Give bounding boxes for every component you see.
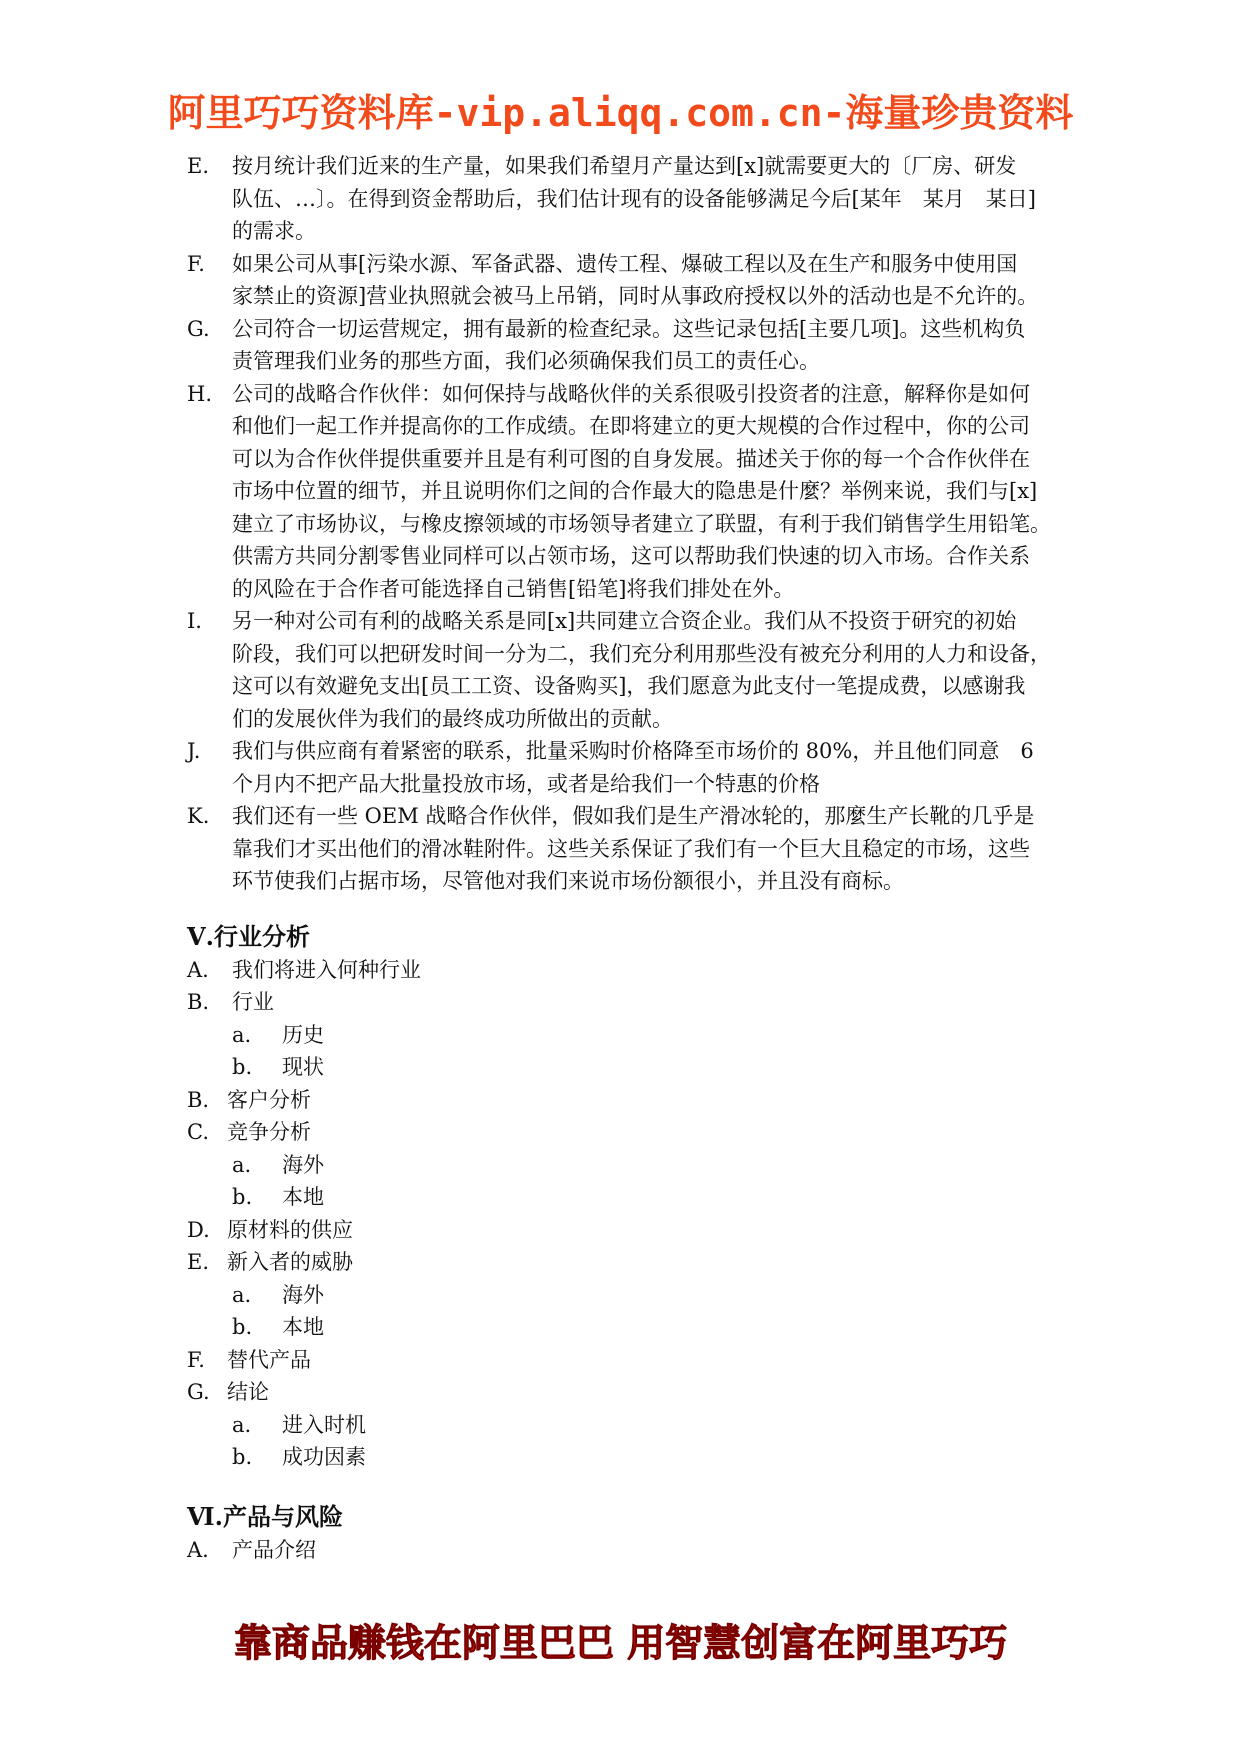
paragraph-text: [232, 248, 1067, 313]
outline-text: 客户分析: [227, 1087, 311, 1112]
outline-sub-text: 本地: [282, 1185, 324, 1209]
paragraph-line: 们的发展伙伴为我们的最终成功所做出的贡献。: [232, 706, 673, 731]
paragraph-text: [232, 150, 1067, 248]
product-outline: [187, 1534, 1067, 1567]
paragraph-list: [187, 150, 1067, 898]
outline-subitem: [187, 1409, 1067, 1442]
outline-subitem: [187, 1051, 1067, 1084]
paragraph-item: [187, 378, 1067, 606]
paragraph-line: 和他们一起工作并提高你的工作成绩。在即将建立的更大规模的合作过程中，你的公司: [232, 414, 1030, 438]
outline-text: 原材料的供应: [227, 1217, 353, 1242]
paragraph-label: E.: [187, 154, 210, 178]
outline-sub-label: a.: [232, 1152, 252, 1177]
outline-sub-label: a.: [232, 1412, 252, 1437]
paragraph-text: [232, 378, 1067, 606]
paragraph-line: 这可以有效避免支出[员工工资、设备购买]，我们愿意为此支付一笔提成费，以感谢我: [232, 674, 1026, 698]
paragraph-label: H.: [187, 381, 212, 406]
outline-sub-text: 本地: [282, 1315, 324, 1339]
outline-sub-label: b.: [232, 1185, 253, 1209]
outline-label: A.: [187, 1537, 209, 1562]
paragraph-text: [232, 313, 1067, 378]
paragraph-line: 的需求。: [232, 219, 316, 243]
paragraph-line: 我们还有一些 OEM 战略合作伙伴，假如我们是生产滑冰轮的，那麼生产长靴的几乎是: [232, 804, 1035, 828]
outline-text: 竞争分析: [227, 1120, 311, 1144]
outline-sub-label: a.: [232, 1022, 252, 1047]
outline-item: [187, 954, 1067, 987]
outline-item: [187, 1376, 1067, 1409]
paragraph-line: 公司符合一切运营规定，拥有最新的检查纪录。这些记录包括[主要几项]。这些机构负: [232, 316, 1026, 341]
paragraph-line: 如果公司从事[污染水源、军备武器、遗传工程、爆破工程以及在生产和服务中使用国: [232, 251, 1018, 276]
paragraph-item: [187, 605, 1067, 735]
paragraph-line: 另一种对公司有利的战略关系是同[x]共同建立合资企业。我们从不投资于研究的初始: [232, 609, 1017, 633]
outline-item: [187, 1084, 1067, 1117]
paragraph-text: [232, 800, 1067, 898]
paragraph-line: 按月统计我们近来的生产量，如果我们希望月产量达到[x]就需要更大的〔厂房、研发: [232, 154, 1017, 178]
paragraph-line: 靠我们才买出他们的滑冰鞋附件。这些关系保证了我们有一个巨大且稳定的市场，这些: [232, 836, 1030, 861]
outline-text: 结论: [227, 1380, 269, 1404]
outline-label: D.: [187, 1217, 210, 1242]
outline-subitem: [187, 1019, 1067, 1052]
section-title-product: Ⅵ.产品与风险: [187, 1501, 343, 1531]
paragraph-line: 队伍、…〕。在得到资金帮助后，我们估计现有的设备能够满足今后[某年 某月 某日]: [232, 186, 1036, 211]
outline-item: [187, 1246, 1067, 1279]
outline-subitem: [187, 1279, 1067, 1312]
paragraph-line: 的风险在于合作者可能选择自己销售[铅笔]将我们排处在外。: [232, 576, 795, 601]
header-banner: 阿里巧巧资料库-vip.aliqq.com.cn-海量珍贵资料: [167, 91, 1074, 135]
outline-label: E.: [187, 1250, 210, 1274]
outline-sub-label: a.: [232, 1282, 252, 1307]
paragraph-line: 责管理我们业务的那些方面，我们必须确保我们员工的责任心。: [232, 349, 820, 373]
paragraph-label: F.: [187, 251, 205, 276]
outline-item: [187, 1534, 1067, 1567]
outline-subitem: [187, 1181, 1067, 1214]
paragraph-item: [187, 248, 1067, 313]
outline-sub-text: 海外: [282, 1282, 324, 1307]
paragraph-line: 家禁止的资源]营业执照就会被马上吊销，同时从事政府授权以外的活动也是不允许的。: [232, 284, 1039, 308]
paragraph-line: 建立了市场协议，与橡皮擦领域的市场领导者建立了联盟，有利于我们销售学生用铅笔。: [232, 511, 1051, 536]
outline-sub-label: b.: [232, 1445, 253, 1469]
paragraph-line: 公司的战略合作伙伴：如何保持与战略伙伴的关系很吸引投资者的注意，解释你是如何: [232, 381, 1030, 406]
outline-label: G.: [187, 1380, 210, 1404]
paragraph-label: I.: [187, 609, 202, 633]
section-title-industry: Ⅴ.行业分析: [187, 921, 310, 951]
paragraph-item: [187, 150, 1067, 248]
outline-subitem: [187, 1311, 1067, 1344]
paragraph-label: G.: [187, 316, 210, 341]
outline-sub-text: 现状: [282, 1055, 324, 1079]
outline-label: F.: [187, 1347, 205, 1372]
paragraph-item: [187, 313, 1067, 378]
outline-label: B.: [187, 1087, 210, 1112]
outline-label: C.: [187, 1120, 209, 1144]
outline-sub-text: 海外: [282, 1152, 324, 1177]
outline-label: B.: [187, 990, 210, 1014]
document-body: [187, 150, 1067, 1566]
paragraph-line: 我们与供应商有着紧密的联系，批量采购时价格降至市场价的 80%，并且他们同意 6: [232, 739, 1034, 763]
outline-text: 我们将进入何种行业: [232, 957, 421, 982]
outline-text: 替代产品: [227, 1347, 311, 1372]
industry-outline: [187, 954, 1067, 1474]
paragraph-text: [232, 605, 1067, 735]
outline-sub-text: 成功因素: [282, 1445, 366, 1469]
outline-item: [187, 986, 1067, 1019]
paragraph-line: 阶段，我们可以把研发时间一分为二，我们充分利用那些没有被充分利用的人力和设备，: [232, 641, 1051, 666]
outline-sub-text: 进入时机: [282, 1412, 366, 1437]
outline-label: A.: [187, 957, 209, 982]
paragraph-label: K.: [187, 804, 210, 828]
outline-subitem: [187, 1441, 1067, 1474]
outline-sub-label: b.: [232, 1315, 253, 1339]
paragraph-line: 可以为合作伙伴提供重要并且是有利可图的自身发展。描述关于你的每一个合作伙伴在: [232, 446, 1030, 471]
outline-text: 新入者的威胁: [227, 1250, 353, 1274]
paragraph-line: 个月内不把产品大批量投放市场，或者是给我们一个特惠的价格: [232, 771, 820, 796]
paragraph-text: [232, 735, 1067, 800]
paragraph-line: 市场中位置的细节，并且说明你们之间的合作最大的隐患是什麼？举例来说，我们与[x]: [232, 479, 1038, 503]
outline-text: 行业: [232, 990, 274, 1014]
paragraph-line: 供需方共同分割零售业同样可以占领市场，这可以帮助我们快速的切入市场。合作关系: [232, 544, 1030, 568]
outline-item: [187, 1116, 1067, 1149]
outline-sub-text: 历史: [282, 1022, 324, 1047]
outline-item: [187, 1214, 1067, 1247]
footer-banner: 靠商品赚钱在阿里巴巴 用智慧创富在阿里巧巧: [233, 1621, 1008, 1665]
outline-sub-label: b.: [232, 1055, 253, 1079]
paragraph-item: [187, 800, 1067, 898]
outline-subitem: [187, 1149, 1067, 1182]
paragraph-line: 环节使我们占据市场，尽管他对我们来说市场份额很小，并且没有商标。: [232, 869, 904, 893]
paragraph-item: [187, 735, 1067, 800]
paragraph-label: J.: [187, 739, 201, 763]
outline-text: 产品介绍: [232, 1537, 316, 1562]
outline-item: [187, 1344, 1067, 1377]
